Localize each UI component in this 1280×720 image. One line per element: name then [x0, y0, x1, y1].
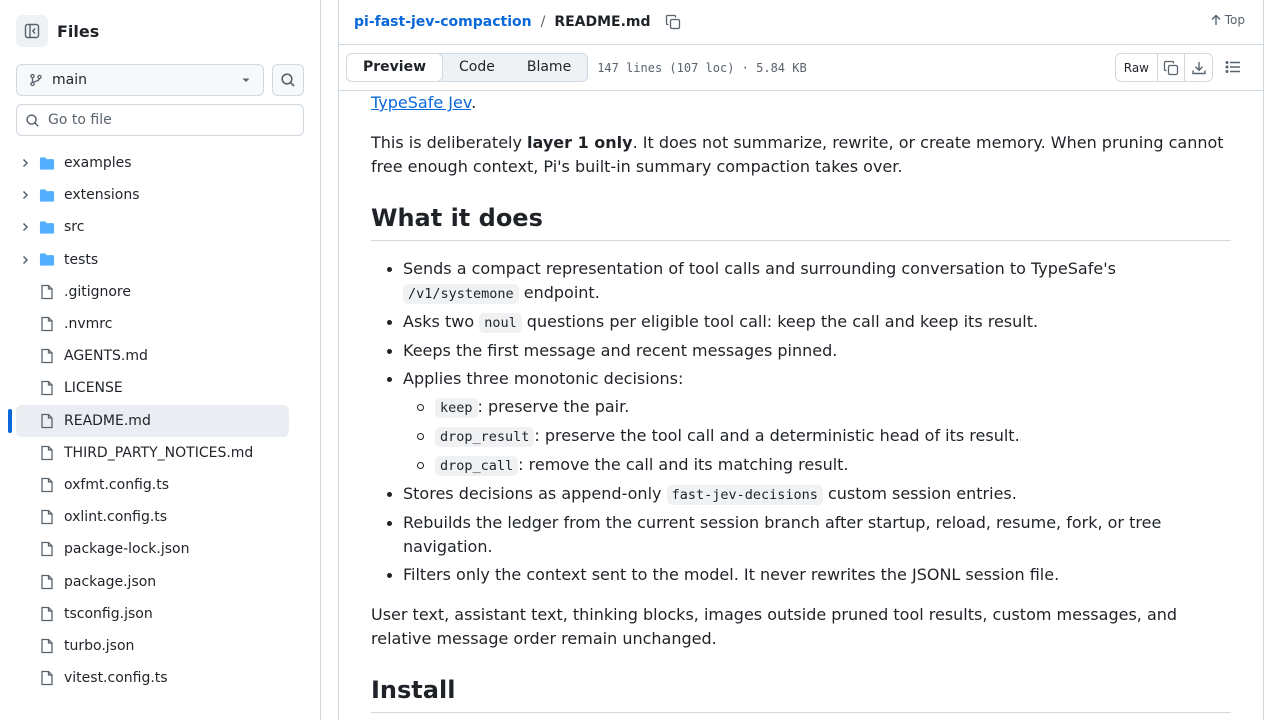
copy-raw-button[interactable]: [1158, 54, 1185, 81]
tree-item-label: turbo.json: [64, 637, 135, 654]
sidebar-title: Files: [57, 21, 100, 41]
file-icon: [39, 284, 55, 300]
search-files-button[interactable]: [272, 64, 304, 96]
inline-code: drop_result: [435, 427, 534, 447]
list-item: Stores decisions as append-only fast-jev-decisions custom session entries.: [371, 482, 1231, 507]
tree-item-file[interactable]: [16, 662, 289, 694]
tree-item-label: AGENTS.md: [64, 348, 148, 365]
file-icon: [39, 348, 55, 364]
file-icon: [39, 541, 55, 557]
tree-item-file[interactable]: [16, 501, 289, 533]
bold-text: layer 1 only: [527, 133, 633, 152]
decisions-list: [403, 395, 1231, 478]
heading-install: Install: [371, 675, 1231, 713]
tab-preview[interactable]: Preview: [346, 53, 443, 82]
branch-selector[interactable]: [16, 64, 264, 96]
outline-button[interactable]: [1225, 59, 1241, 75]
file-actions: [1115, 53, 1213, 82]
tree-item-label: THIRD_PARTY_NOTICES.md: [64, 444, 254, 461]
tree-item-label: oxfmt.config.ts: [64, 476, 169, 493]
tree-item-label: package-lock.json: [64, 541, 190, 558]
folder-icon: [39, 252, 55, 267]
file-icon: [39, 638, 55, 654]
chevron-right-icon[interactable]: [17, 254, 33, 266]
file-stats: 147 lines (107 loc) · 5.84 KB: [597, 60, 807, 75]
chevron-right-icon[interactable]: [17, 157, 33, 169]
go-to-file-placeholder: Go to file: [48, 112, 112, 128]
inline-code: drop_call: [435, 456, 518, 476]
breadcrumb-file-name: README.md: [554, 14, 651, 30]
tree-item-file[interactable]: [16, 340, 289, 372]
list-item: drop_call : remove the call and its matching result.: [403, 453, 1231, 478]
tab-blame[interactable]: Blame: [526, 59, 572, 75]
search-icon: [280, 72, 296, 88]
tree-item-file[interactable]: [16, 308, 289, 340]
tree-item-file[interactable]: [16, 469, 289, 501]
list-item: keep : preserve the pair.: [403, 395, 1231, 420]
download-icon: [1191, 60, 1207, 76]
tree-item-label: extensions: [64, 187, 140, 204]
chevron-right-icon[interactable]: [17, 189, 33, 201]
folder-icon: [39, 156, 55, 171]
tree-item-file[interactable]: [16, 372, 289, 404]
tree-item-file[interactable]: [16, 276, 289, 308]
caret-down-icon: [241, 75, 251, 85]
tree-item-label: .gitignore: [64, 283, 131, 300]
heading-what-it-does: What it does: [371, 203, 1231, 241]
breadcrumb: [339, 0, 1263, 45]
intro-paragraph: This is deliberately layer 1 only. It does not summarize, rewrite, or create memory. When pruning cannot free enough context, Pi's built-in summary compaction takes over.: [371, 133, 1224, 176]
file-toolbar: [339, 45, 1263, 91]
file-icon: [39, 606, 55, 622]
go-to-file-input[interactable]: [16, 104, 304, 136]
file-icon: [39, 670, 55, 686]
folder-icon: [39, 220, 55, 235]
tree-item-folder[interactable]: [16, 147, 289, 179]
download-button[interactable]: [1185, 54, 1212, 81]
text: .: [471, 93, 477, 112]
file-icon: [39, 316, 55, 332]
inline-code: noul: [479, 313, 522, 333]
inline-code: /v1/systemone: [403, 284, 519, 304]
features-list: [371, 257, 1231, 587]
file-icon: [39, 477, 55, 493]
tree-item-label: examples: [64, 155, 132, 172]
tree-item-label: src: [64, 219, 85, 236]
file-icon: [39, 445, 55, 461]
tree-item-label: oxlint.config.ts: [64, 509, 168, 526]
list-item: Keeps the first message and recent messages pinned.: [371, 339, 1231, 363]
tree-item-label: tsconfig.json: [64, 605, 153, 622]
file-icon: [39, 509, 55, 525]
tree-item-file[interactable]: [16, 437, 289, 469]
branch-name: main: [52, 72, 87, 88]
readme-content: [371, 92, 1231, 713]
tree-item-label: tests: [64, 251, 99, 268]
copy-path-button[interactable]: [665, 14, 681, 30]
search-icon: [25, 113, 40, 128]
view-mode-tabs: [346, 53, 588, 82]
list-item: Rebuilds the ledger from the current session branch after startup, reload, resume, fork, or tree navigation.: [371, 511, 1231, 559]
tree-item-file[interactable]: [16, 598, 289, 630]
tree-item-file[interactable]: [16, 565, 289, 597]
file-tree: [16, 147, 289, 694]
file-icon: [39, 380, 55, 396]
list-item: Applies three monotonic decisions: keep : preserve the pair. drop_result : preserve the tool call and a deterministic head of its result. drop_call : remove the call and its matching result.: [371, 367, 1231, 478]
folder-icon: [39, 188, 55, 203]
tree-item-file[interactable]: [16, 630, 289, 662]
tree-item-label: vitest.config.ts: [64, 670, 168, 687]
list-item: Asks two noul questions per eligible tool call: keep the call and keep its result.: [371, 310, 1231, 335]
tree-item-file-selected[interactable]: [16, 405, 289, 437]
chevron-right-icon[interactable]: [17, 221, 33, 233]
typesafe-jev-link[interactable]: TypeSafe Jev: [371, 93, 472, 112]
inline-code: fast-jev-decisions: [667, 485, 823, 505]
tree-item-label: package.json: [64, 573, 157, 590]
list-item: Filters only the context sent to the model. It never rewrites the JSONL session file.: [371, 563, 1231, 587]
list-item: drop_result : preserve the tool call and a deterministic head of its result.: [403, 424, 1231, 449]
tab-code[interactable]: Code: [459, 59, 495, 75]
copy-icon: [1163, 60, 1179, 76]
sidebar-header: [16, 15, 99, 47]
paragraph: User text, assistant text, thinking blocks, images outside pruned tool results, custom messages, and relative message order remain unchanged.: [371, 605, 1178, 648]
arrow-up-icon: [1210, 14, 1222, 26]
breadcrumb-separator: /: [540, 14, 546, 30]
tree-item-label: LICENSE: [64, 380, 123, 397]
breadcrumb-repo-link[interactable]: pi-fast-jev-compaction: [354, 14, 532, 30]
tree-item-label: README.md: [64, 412, 151, 429]
git-branch-icon: [29, 73, 43, 87]
file-icon: [39, 413, 55, 429]
file-icon: [39, 574, 55, 590]
raw-button[interactable]: Raw: [1116, 54, 1158, 81]
sidebar-collapse-icon: [24, 23, 40, 39]
back-to-top-label: Top: [1224, 13, 1245, 27]
copy-icon: [665, 14, 681, 30]
tree-item-folder[interactable]: [16, 211, 289, 243]
tree-item-file[interactable]: [16, 533, 289, 565]
collapse-sidebar-button[interactable]: [16, 15, 48, 47]
back-to-top-link[interactable]: [1210, 13, 1245, 27]
file-tree-sidebar: [0, 0, 321, 720]
file-viewer: [338, 0, 1264, 720]
inline-code: keep: [435, 398, 478, 418]
list-outline-icon: [1225, 59, 1241, 75]
list-item: Sends a compact representation of tool calls and surrounding conversation to TypeSafe's /v1/systemone endpoint.: [371, 257, 1231, 306]
tree-item-label: .nvmrc: [64, 316, 113, 333]
tree-item-folder[interactable]: [16, 179, 289, 211]
tree-item-folder[interactable]: [16, 244, 289, 276]
